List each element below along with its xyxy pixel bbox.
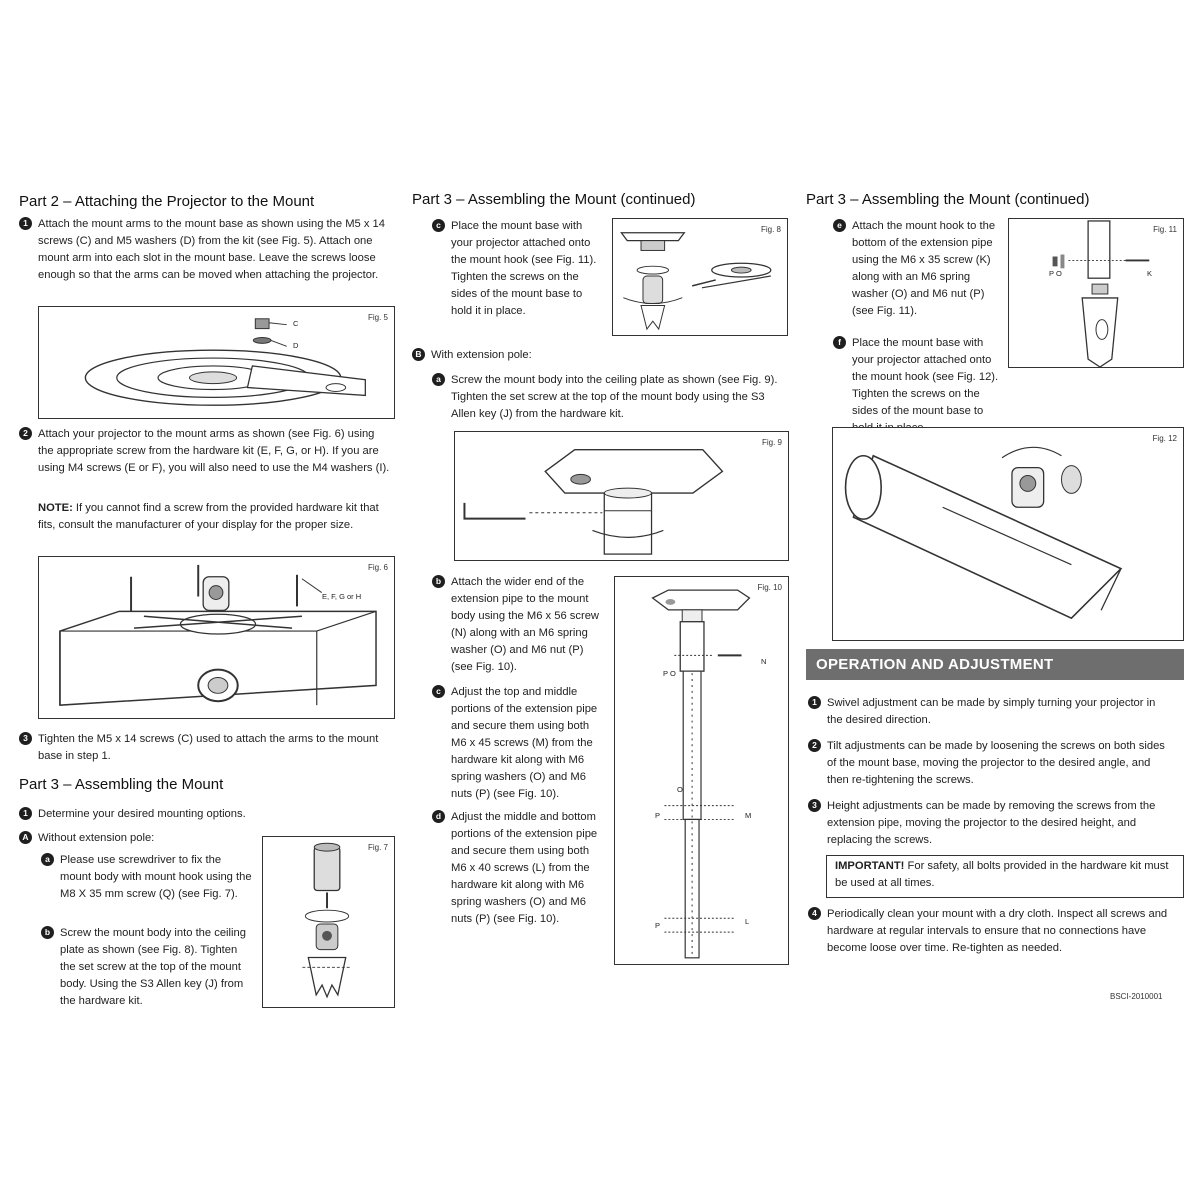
step-text: Without extension pole: <box>38 832 155 844</box>
part3-title: Part 3 – Assembling the Mount <box>19 776 224 793</box>
mount-base-illustration <box>39 307 394 418</box>
step-number: 1 <box>808 696 821 709</box>
operation-adjustment-banner: OPERATION AND ADJUSTMENT <box>806 649 1184 680</box>
step-text: Attach the wider end of the extension pipe to the mount body using the M6 x 56 screw (N) along with an M6 spring washer (O) and M6 nut (P) (see Fig. 10). <box>451 576 599 673</box>
extension-pipe-illustration <box>615 577 788 964</box>
step-text: Swivel adjustment can be made by simply turning your projector in the desired direction. <box>827 697 1156 726</box>
figure-7 <box>262 836 395 1008</box>
step-number: a <box>432 373 445 386</box>
callout-p-upper: P <box>655 811 661 820</box>
figure-6 <box>38 556 395 719</box>
projector-tilt-illustration <box>833 428 1183 640</box>
figure-5 <box>38 306 395 419</box>
step-text: Please use screwdriver to fix the mount body with mount hook using the M8 X 35 mm screw (Q) (see Fig. 7). <box>60 854 252 900</box>
figure-label: Fig. 12 <box>1152 434 1177 443</box>
step-number: 4 <box>808 907 821 920</box>
step-text: Screw the mount body into the ceiling plate as shown (see Fig. 9). Tighten the set screw at the top of the mount body using the S3 Allen key (J) from the hardware kit. <box>451 374 778 420</box>
callout-l: L <box>745 917 750 926</box>
step-number: f <box>833 336 846 349</box>
mount-hook-pipe-illustration <box>1009 219 1183 367</box>
figure-8 <box>612 218 788 336</box>
step-number: c <box>432 219 445 232</box>
callout-d: D <box>293 341 299 350</box>
note-text: If you cannot find a screw from the provided hardware kit that fits, consult the manufacturer of your display for the proper size. <box>38 502 379 531</box>
step-number: 2 <box>808 739 821 752</box>
step-text: Attach the mount arms to the mount base as shown using the M5 x 14 screws (C) and M5 washers (D) from the kit (see Fig. 5). Attach one mount arm into each slot in the mount base. Leave the screws loose enough so that the arms can be moved when attaching the projector. <box>38 218 386 281</box>
step-text: With extension pole: <box>431 349 532 361</box>
step-text: Place the mount base with your projector attached onto the mount hook (see Fig. 11). Tighten the screws on the sides of the mount base to hold it in place. <box>451 220 597 317</box>
step-text: Tighten the M5 x 14 screws (C) used to attach the arms to the mount base in step 1. <box>38 733 379 762</box>
figure-label: Fig. 7 <box>367 843 388 852</box>
figure-label: Fig. 9 <box>761 438 782 447</box>
part3-continued-title-2: Part 3 – Assembling the Mount (continued) <box>806 191 1090 208</box>
step-number: 2 <box>19 427 32 440</box>
callout-c: C <box>293 319 299 328</box>
step-number: c <box>432 685 445 698</box>
callout-m: M <box>745 811 752 820</box>
mount-hook-illustration <box>263 837 394 1007</box>
step-text: Attach your projector to the mount arms as shown (see Fig. 6) using the appropriate screw from the hardware kit (E, F, G, or H). If you are using M4 screws (E or F), you will also need to use the M4 washers (I). <box>38 428 390 474</box>
step-text: Periodically clean your mount with a dry cloth. Inspect all screws and hardware at regular intervals to ensure that no connections have become loose over time. Re-tighten as needed. <box>827 908 1168 954</box>
step-number: 3 <box>19 732 32 745</box>
step-text: Place the mount base with your projector attached onto the mount hook (see Fig. 12). Tighten the screws on the sides of the mount base to <box>852 337 999 417</box>
projector-mount-illustration <box>39 557 394 718</box>
figure-label: Fig. 6 <box>367 563 388 572</box>
document-id: BSCI-2010001 <box>1110 992 1163 1001</box>
callout-o-upper: O <box>677 785 683 794</box>
step-text: Adjust the middle and bottom portions of the extension pipe and secure them using both M6 x 40 screws (L) from the hardware kit along with M6 spring washers (O) and M6 nuts (P) (see Fig. 10). <box>451 811 598 925</box>
figure-label: Fig. 11 <box>1153 225 1177 234</box>
figure-10 <box>614 576 789 965</box>
step-number: 1 <box>19 807 32 820</box>
ceiling-plate-pole-illustration <box>455 432 788 560</box>
step-number: 1 <box>19 217 32 230</box>
ceiling-plate-illustration <box>613 219 787 335</box>
important-notice <box>826 855 1184 898</box>
note-label: NOTE: <box>38 502 73 514</box>
step-number: e <box>833 219 846 232</box>
important-label: IMPORTANT! <box>835 860 905 872</box>
step-number: A <box>19 831 32 844</box>
figure-9 <box>454 431 789 561</box>
important-text: For safety, all bolts provided in the hardware kit must be used at all times. <box>835 860 1169 889</box>
step-text: Adjust the top and middle portions of the extension pipe and secure them using both M6 x 45 screws (M) from the hardware kit along with M6 spring washers (O) and M6 nuts (P) (see Fig. 10). <box>451 686 598 800</box>
step-text: Attach the mount hook to the bottom of the extension pipe using the M6 x 35 screw (K) along with an M6 spring washer (O) and M6 nut (P) (see Fig. 11). <box>852 220 996 317</box>
figure-label: Fig. 10 <box>757 583 782 592</box>
callout-p-o: P O <box>1049 269 1062 278</box>
figure-label: Fig. 8 <box>760 225 781 234</box>
step-number: a <box>41 853 54 866</box>
step-text: Tilt adjustments can be made by loosening the screws on both sides of the mount base, moving the projector to the desired angle, and then re-tightening the screws. <box>827 740 1165 786</box>
callout-n: N <box>761 657 767 666</box>
callout-p-lower: P <box>655 921 661 930</box>
callout-p-o: P O <box>663 669 676 678</box>
step-number: b <box>41 926 54 939</box>
step-text: Height adjustments can be made by removing the screws from the extension pipe, moving the projector to the desired height, and replacing the screws. <box>827 800 1156 846</box>
part2-title: Part 2 – Attaching the Projector to the Mount <box>19 193 315 210</box>
step-number: d <box>432 810 445 823</box>
figure-12 <box>832 427 1184 641</box>
step-number: B <box>412 348 425 361</box>
step-number: b <box>432 575 445 588</box>
step-text: Determine your desired mounting options. <box>38 808 246 820</box>
figure-11 <box>1008 218 1184 368</box>
step-text: Screw the mount body into the ceiling plate as shown (see Fig. 8). Tighten the set screw at the top of the mount body. Using the S3 Allen key (J) from the hardware kit. <box>60 927 246 1007</box>
note <box>38 500 391 534</box>
callout-screws: E, F, G or H <box>322 592 362 601</box>
step-number: 3 <box>808 799 821 812</box>
figure-label: Fig. 5 <box>367 313 388 322</box>
part3-continued-title: Part 3 – Assembling the Mount (continued) <box>412 191 696 208</box>
callout-k: K <box>1147 269 1153 278</box>
